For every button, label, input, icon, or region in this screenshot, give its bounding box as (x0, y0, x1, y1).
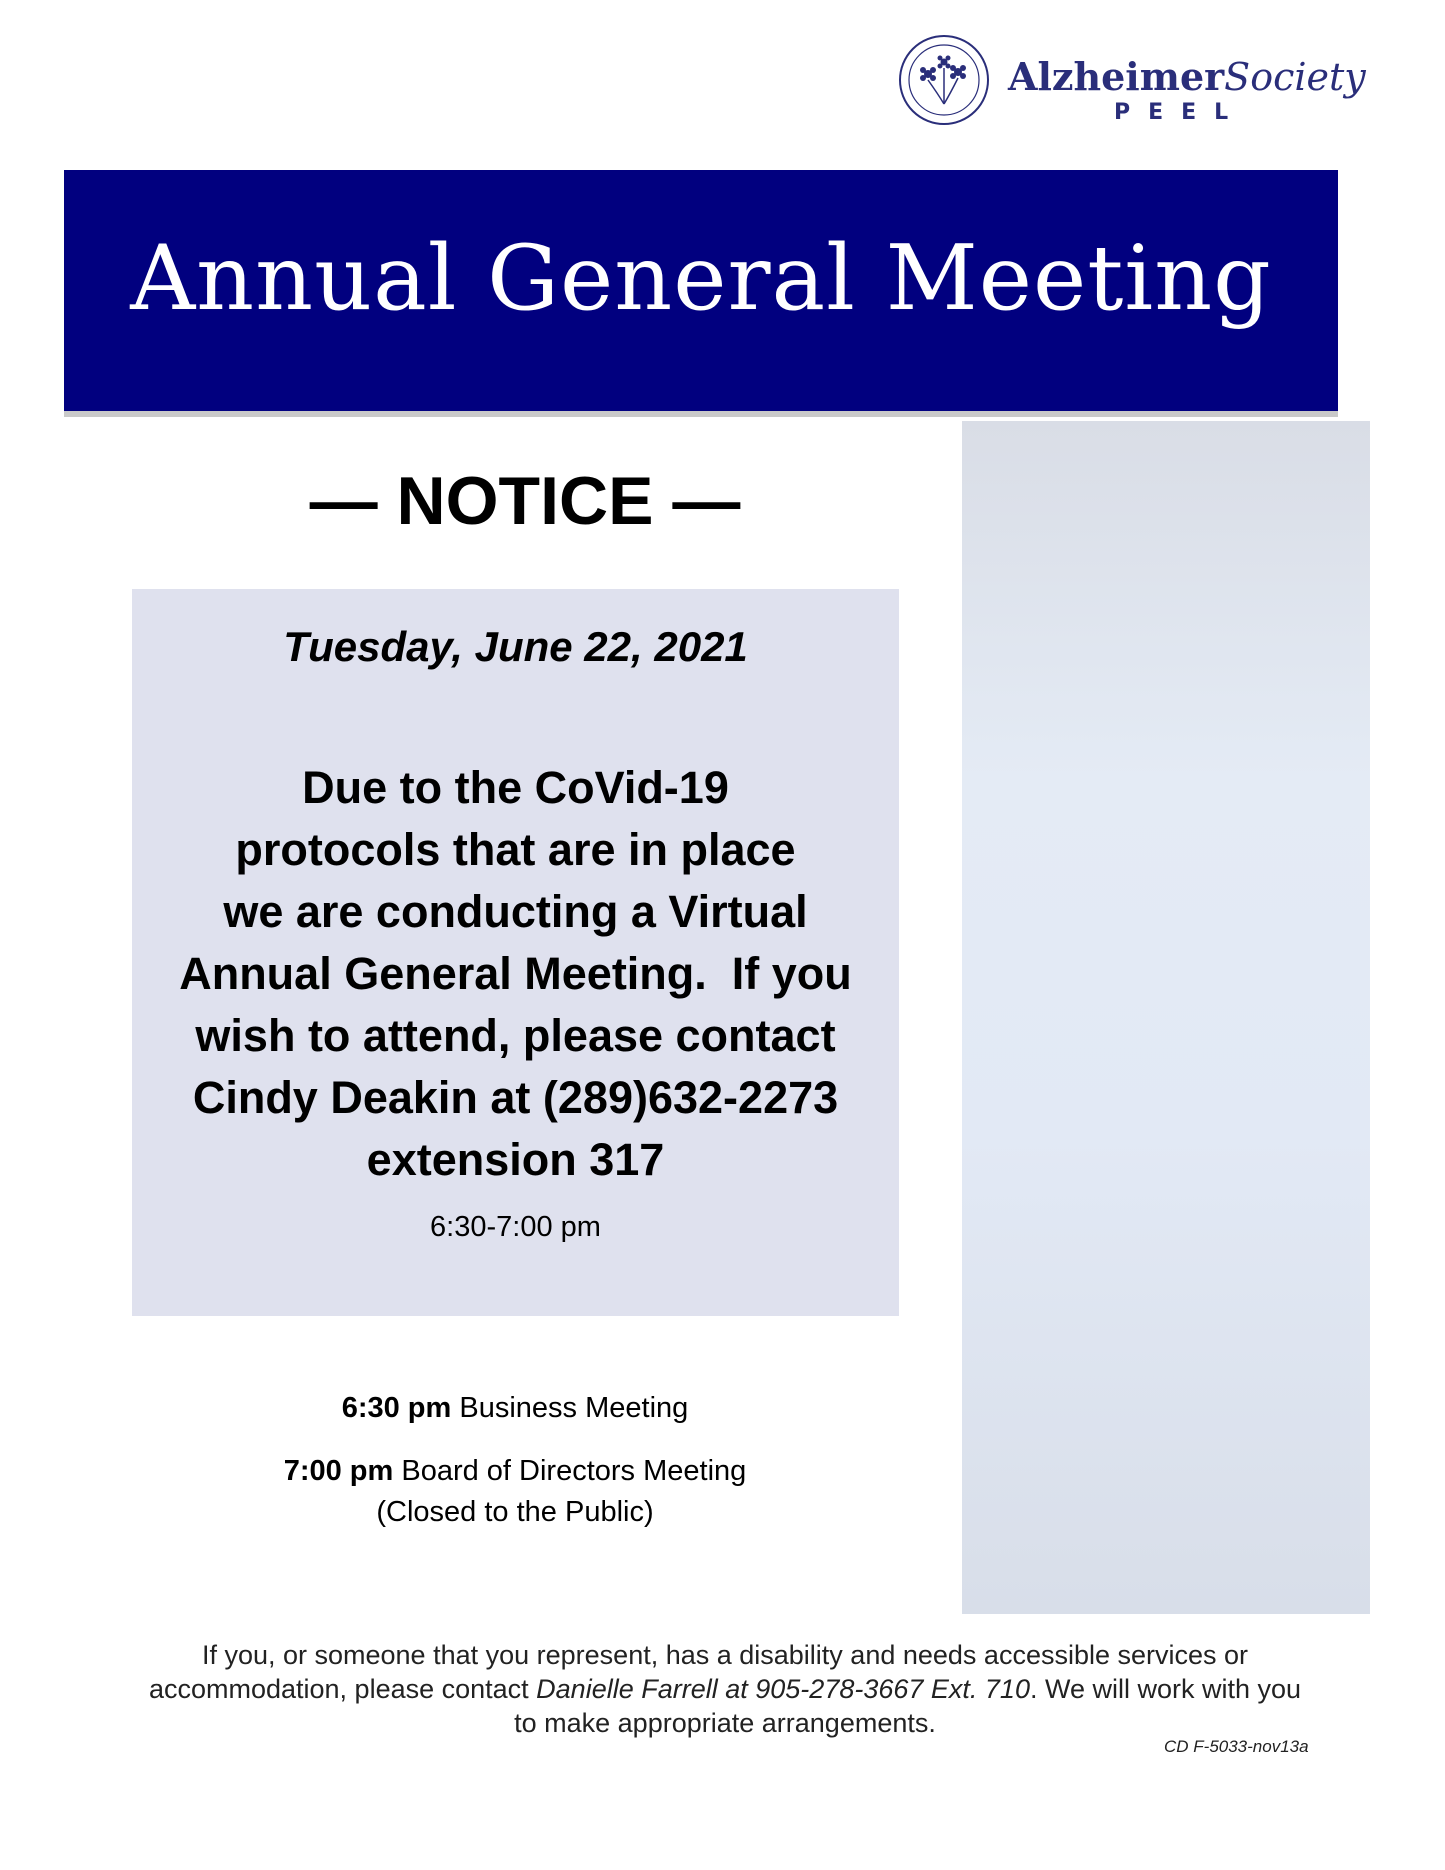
schedule-note: (Closed to the Public) (376, 1496, 654, 1528)
accessibility-notice (140, 1638, 1310, 1740)
schedule-text: Business Meeting (459, 1392, 689, 1424)
description-line: we are conducting a Virtual (223, 886, 808, 937)
forget-me-not-seal-icon (898, 34, 990, 126)
decorative-side-panel (962, 421, 1370, 1614)
schedule-item-business (0, 1392, 1030, 1425)
meeting-time: 6:30-7:00 pm (430, 1211, 601, 1243)
org-logo (898, 34, 1368, 142)
description-line: Due to the CoVid-19 (302, 762, 729, 813)
page-title: Annual General Meeting (130, 226, 1272, 331)
description-line: protocols that are in place (235, 824, 796, 875)
footer-text-end: . We will work with you to make appropriate arrangements. (514, 1674, 1302, 1738)
org-name-italic: Society (1224, 55, 1366, 99)
document-code: CD F-5033-nov13a (1164, 1737, 1309, 1756)
schedule-text: Board of Directors Meeting (401, 1455, 747, 1487)
notice-heading: — NOTICE — (309, 463, 741, 539)
schedule-time: 7:00 pm (283, 1455, 394, 1487)
meeting-details-box (132, 589, 899, 1316)
description-line: Cindy Deakin at (289)632-2273 (192, 1072, 839, 1123)
meeting-date: Tuesday, June 22, 2021 (283, 623, 748, 670)
description-line: Annual General Meeting. If you (179, 948, 852, 999)
schedule-item-board (0, 1455, 1030, 1488)
footer-contact: Danielle Farrell at 905-278-3667 Ext. 710 (536, 1674, 1030, 1704)
org-name-bold: Alzheimer (1008, 54, 1225, 99)
description-line: wish to attend, please contact (195, 1010, 836, 1061)
title-banner (64, 170, 1338, 411)
description-line: extension 317 (366, 1134, 665, 1185)
org-name (1008, 54, 1366, 99)
footer-text: If you, or someone that you represent, has a disability and needs accessible services or accommodation, please contact (148, 1640, 1249, 1704)
org-region: PEEL (1114, 100, 1247, 125)
meeting-description (132, 757, 899, 1191)
schedule-time: 6:30 pm (341, 1392, 452, 1424)
